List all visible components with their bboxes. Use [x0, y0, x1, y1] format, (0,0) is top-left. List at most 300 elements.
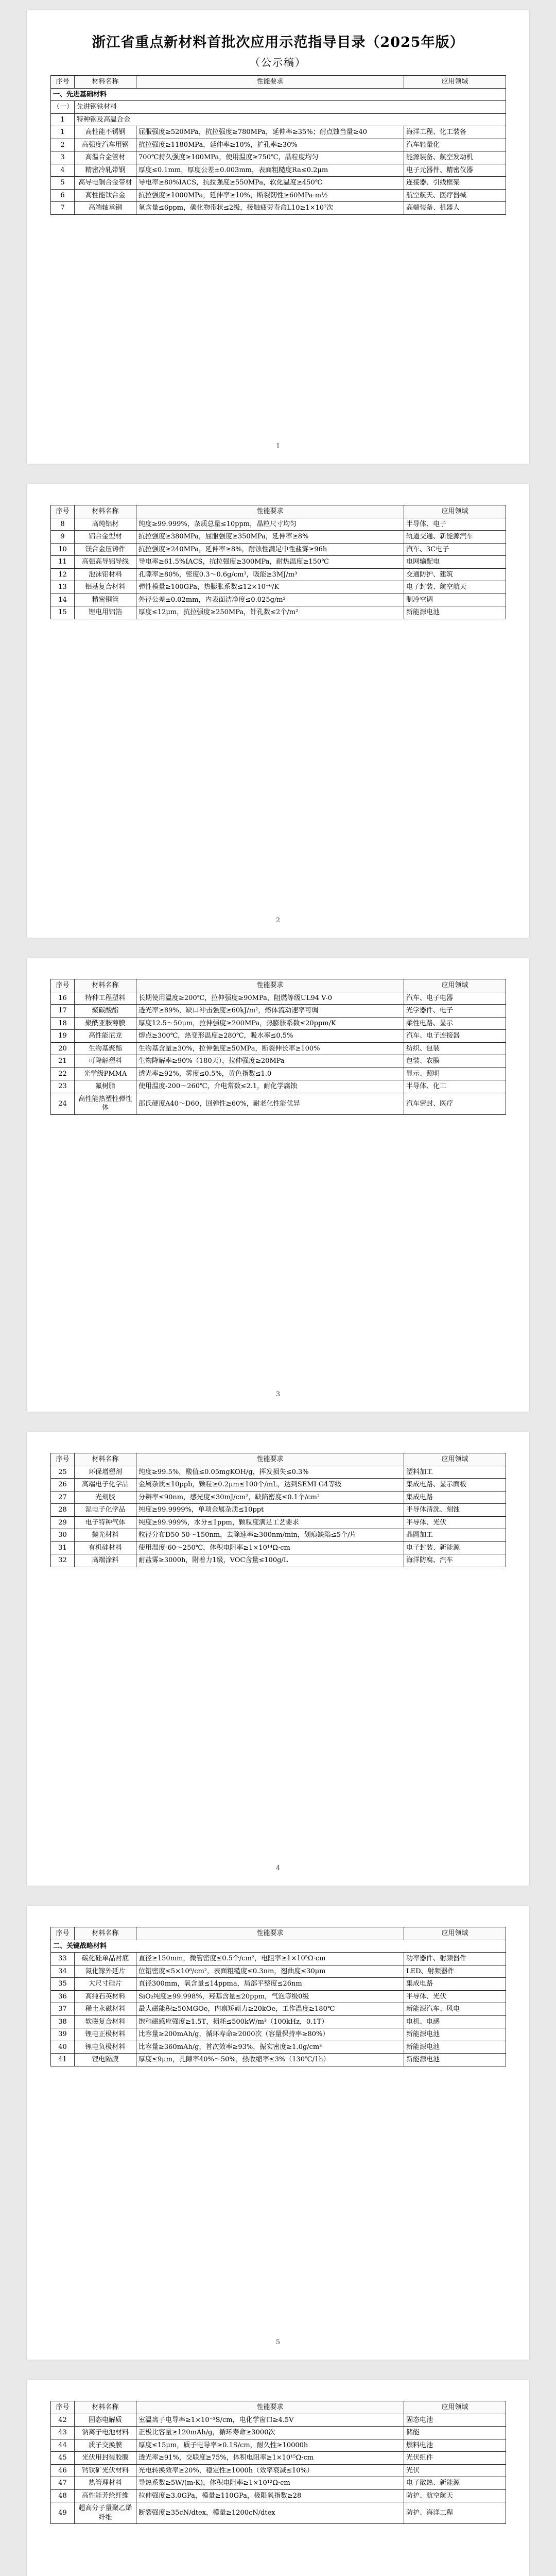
cell-number: 16: [51, 992, 75, 1005]
cell-material-name: 聚酰亚胺薄膜: [75, 1017, 136, 1030]
cell-application: 纺织、包装: [404, 1042, 506, 1055]
cell-specification: 透光率≥91%，交联度≥75%，体积电阻率≥1×10¹⁵Ω·cm: [136, 2452, 404, 2465]
table-row: [51, 2464, 506, 2477]
cell-number: 21: [51, 1055, 75, 1068]
cell-material-name: 泡沫铝材料: [75, 568, 136, 581]
section-heading: 二、关键战略材料: [51, 1940, 506, 1953]
table-row: [51, 992, 506, 1005]
cell-specification: 屈服强度≥520MPa，抗拉强度≥780MPa，延伸率≥35%；耐点蚀当量≥40: [136, 126, 404, 139]
cell-application: 塑料加工: [404, 1466, 506, 1479]
cell-specification: 透光率≥89%，缺口冲击强度≥60kJ/m²，熔体流动速率可调: [136, 1005, 404, 1018]
catalog-table: [50, 75, 506, 215]
cell-material-name: 聚碳酸酯: [75, 1005, 136, 1018]
cell-number: 38: [51, 2015, 75, 2028]
table-row: [51, 1491, 506, 1504]
table-row: [51, 139, 506, 151]
cell-material-name: 高性能尼龙: [75, 1030, 136, 1043]
cell-application: 光学器件、电子: [404, 1005, 506, 1018]
cell-material-name: 锂电负极材料: [75, 2041, 136, 2054]
table-header-row: [51, 1453, 506, 1466]
header-app: 应用领域: [404, 979, 506, 992]
table-row: [51, 1042, 506, 1055]
header-app: 应用领域: [404, 1927, 506, 1940]
cell-specification: 室温离子电导率≥1×10⁻³S/cm，电化学窗口≥4.5V: [136, 2414, 404, 2427]
table-row: [51, 126, 506, 139]
document-page-5: [27, 1906, 529, 2360]
header-spec: 性能要求: [136, 505, 404, 518]
cell-material-name: 稀土永磁材料: [75, 2003, 136, 2016]
subsection-number: （一）: [51, 101, 75, 114]
cell-number: 39: [51, 2028, 75, 2041]
cell-material-name: 大尺寸硅片: [75, 1978, 136, 1991]
cell-number: 4: [51, 164, 75, 177]
cell-number: 48: [51, 2489, 75, 2502]
cell-application: 新能源电池: [404, 2041, 506, 2054]
table-row: [51, 581, 506, 594]
table-header-row: [51, 1927, 506, 1940]
table-row: [51, 594, 506, 606]
header-no: 序号: [51, 979, 75, 992]
cell-specification: 厚度≤15μm，质子电导率≥0.1S/cm，耐久性≥10000h: [136, 2439, 404, 2452]
cell-number: 7: [51, 202, 75, 215]
document-subtitle: （公示稿）: [250, 56, 306, 69]
cell-specification: 厚度12.5～50μm，拉伸强度≥200MPa，热膨胀系数≤20ppm/K: [136, 1017, 404, 1030]
cell-number: 22: [51, 1067, 75, 1080]
table-row: [51, 1466, 506, 1479]
table-row: [51, 2015, 506, 2028]
cell-specification: 厚度≤9μm，孔隙率40%～50%，热收缩率≤3%（130℃/1h）: [136, 2054, 404, 2066]
cell-specification: 700℃持久强度≥100MPa，使用温度≥750℃，晶粒度均匀: [136, 151, 404, 164]
cell-application: 电子封装、新能源: [404, 1541, 506, 1554]
cell-application: 电子元器件、精密仪器: [404, 164, 506, 177]
table-row: [51, 189, 506, 202]
cell-material-name: 抛光材料: [75, 1529, 136, 1542]
cell-application: 汽车轻量化: [404, 139, 506, 151]
cell-number: 34: [51, 1965, 75, 1978]
page-content: [50, 1927, 506, 2066]
cell-specification: 比容量≥200mAh/g，循环寿命≥2000次（容量保持率≥80%）: [136, 2028, 404, 2041]
cell-number: 44: [51, 2439, 75, 2452]
header-spec: 性能要求: [136, 1927, 404, 1940]
table-row: [51, 1504, 506, 1517]
header-name: 材料名称: [75, 2401, 136, 2414]
header-app: 应用领域: [404, 505, 506, 518]
table-row: [51, 1554, 506, 1567]
cell-material-name: 氟树脂: [75, 1080, 136, 1093]
cell-number: 23: [51, 1080, 75, 1093]
cell-application: 柔性电路、显示: [404, 1017, 506, 1030]
table-row: [51, 2502, 506, 2524]
page-number: 4: [275, 1865, 281, 1872]
cell-number: 8: [51, 518, 75, 531]
cell-application: LED、射频器件: [404, 1965, 506, 1978]
page-content: [50, 1453, 506, 1567]
cell-application: 集成电路、显示面板: [404, 1479, 506, 1492]
cell-number: 18: [51, 1017, 75, 1030]
cell-specification: 透光率≥92%，雾度≤0.5%，黄色指数≤1.0: [136, 1067, 404, 1080]
cell-number: 28: [51, 1504, 75, 1517]
table-row: [51, 2414, 506, 2427]
table-row: [51, 1953, 506, 1965]
cell-specification: 最大磁能积≥50MGOe，内禀矫顽力≥20kOe，工作温度≥180℃: [136, 2003, 404, 2016]
cell-material-name: 高性能钛合金: [75, 189, 136, 202]
table-body: [51, 518, 506, 619]
cell-number: 13: [51, 581, 75, 594]
header-spec: 性能要求: [136, 979, 404, 992]
cell-material-name: 锂电用铝箔: [75, 606, 136, 619]
cell-specification: 正极比容量≥120mAh/g，循环寿命≥3000次: [136, 2427, 404, 2439]
cell-application: 制冷空调: [404, 594, 506, 606]
document-page-3: [27, 958, 529, 1412]
table-header-row: [51, 505, 506, 518]
header-name: 材料名称: [75, 1453, 136, 1466]
cell-number: 30: [51, 1529, 75, 1542]
cell-application: 半导体、化工: [404, 1080, 506, 1093]
cell-specification: 纯度≥99.5%，酸值≤0.05mgKOH/g，挥发损失≤0.3%: [136, 1466, 404, 1479]
cell-number: 17: [51, 1005, 75, 1018]
table-row: [51, 2452, 506, 2465]
cell-number: 9: [51, 531, 75, 544]
table-body: [51, 992, 506, 1114]
document-page-1: [27, 10, 529, 464]
cell-specification: 分辨率≤90nm，感光度≤30mJ/cm²，缺陷密度≤0.1个/cm²: [136, 1491, 404, 1504]
cell-application: 汽车、3C电子: [404, 543, 506, 556]
cell-application: 显示、照明: [404, 1067, 506, 1080]
page-content: [50, 505, 506, 619]
cell-material-name: 光伏用封装胶膜: [75, 2452, 136, 2465]
cell-number: 15: [51, 606, 75, 619]
cell-material-name: 固态电解质: [75, 2414, 136, 2427]
cell-specification: 氧含量≤6ppm，碳化物带状≤2级，接触疲劳寿命L10≥1×10⁷次: [136, 202, 404, 215]
cell-specification: 外径公差±0.02mm，内表面洁净度≤0.025g/m²: [136, 594, 404, 606]
cell-application: 新能源电池: [404, 2054, 506, 2066]
table-row: [51, 2028, 506, 2041]
cell-material-name: 特种工程塑料: [75, 992, 136, 1005]
cell-material-name: 镁合金压铸件: [75, 543, 136, 556]
cell-material-name: 高端涂料: [75, 1554, 136, 1567]
cell-material-name: 高性能芳纶纤维: [75, 2489, 136, 2502]
cell-number: 26: [51, 1479, 75, 1492]
table-row: [51, 2054, 506, 2066]
cell-application: 固态电池: [404, 2414, 506, 2427]
cell-specification: 纯度≥99.999%，水分≤1ppm，颗粒度满足工艺要求: [136, 1516, 404, 1529]
cell-material-name: 碳化硅单晶衬底: [75, 1953, 136, 1965]
cell-material-name: 高温合金管材: [75, 151, 136, 164]
cell-specification: 断裂强度≥35cN/dtex，模量≥1200cN/dtex: [136, 2502, 404, 2524]
table-body: [51, 2414, 506, 2524]
header-no: 序号: [51, 2401, 75, 2414]
cell-specification: 饱和磁感应强度≥1.5T，损耗≤500kW/m³（100kHz，0.1T）: [136, 2015, 404, 2028]
table-row: [51, 2041, 506, 2054]
cell-number: 31: [51, 1541, 75, 1554]
table-row: [51, 2427, 506, 2439]
table-row: [51, 1965, 506, 1978]
cell-application: 集成电路: [404, 1491, 506, 1504]
table-row: [51, 1080, 506, 1093]
section-row: [51, 88, 506, 101]
header-no: 序号: [51, 505, 75, 518]
catalog-table: [50, 2401, 506, 2524]
cell-application: 新能源电池: [404, 606, 506, 619]
cell-number: 20: [51, 1042, 75, 1055]
catalog-table: [50, 979, 506, 1115]
document-title: 浙江省重点新材料首批次应用示范指导目录（2025年版）: [92, 35, 464, 50]
table-header-row: [51, 76, 506, 89]
table-row: [51, 1541, 506, 1554]
cell-number: 43: [51, 2427, 75, 2439]
document-page-4: [27, 1432, 529, 1886]
header-app: 应用领域: [404, 1453, 506, 1466]
cell-specification: 位错密度≤5×10⁸/cm²，表面粗糙度≤0.3nm，翘曲度≤30μm: [136, 1965, 404, 1978]
cell-number: 2: [51, 139, 75, 151]
cell-number: 14: [51, 594, 75, 606]
header-name: 材料名称: [75, 1927, 136, 1940]
cell-application: 半导体清洗、刻蚀: [404, 1504, 506, 1517]
cell-material-name: 锂电隔膜: [75, 2054, 136, 2066]
cell-specification: 熔点≥300℃，热变形温度≥280℃，吸水率≤0.5%: [136, 1030, 404, 1043]
document-page-6: [27, 2380, 529, 2576]
cell-specification: 耐盐雾≥3000h，附着力1级，VOC含量≤100g/L: [136, 1554, 404, 1567]
cell-application: 半导体、电子: [404, 518, 506, 531]
page-number: 5: [275, 2338, 281, 2346]
header-no: 序号: [51, 1453, 75, 1466]
table-row: [51, 531, 506, 544]
section-row: [51, 1940, 506, 1953]
table-row: [51, 1030, 506, 1043]
cell-specification: 抗拉强度≥1000MPa，延伸率≥10%，断裂韧性≥60MPa·m½: [136, 189, 404, 202]
cell-material-name: 湿电子化学品: [75, 1504, 136, 1517]
page-content: [50, 2401, 506, 2524]
cell-material-name: 高性能热塑性弹性体: [75, 1093, 136, 1114]
cell-application: 电子封装、航空航天: [404, 581, 506, 594]
cell-specification: 使用温度-60～250℃，体积电阻率≥1×10¹⁴Ω·cm: [136, 1541, 404, 1554]
cell-specification: 光电转换效率≥20%，稳定性≥1000h（效率衰减≤10%）: [136, 2464, 404, 2477]
cell-specification: 直径≥150mm，微管密度≤0.5个/cm²，电阻率≥1×10⁵Ω·cm: [136, 1953, 404, 1965]
cell-application: 航空航天、医疗器械: [404, 189, 506, 202]
header-spec: 性能要求: [136, 76, 404, 89]
page-number: 1: [275, 443, 281, 450]
header-app: 应用领域: [404, 2401, 506, 2414]
table-row: [51, 2003, 506, 2016]
cell-number: 33: [51, 1953, 75, 1965]
cell-specification: 比容量≥360mAh/g，首次效率≥93%，振实密度≥1.0g/cm³: [136, 2041, 404, 2054]
cell-application: 电机、电感: [404, 2015, 506, 2028]
cell-number: 36: [51, 1990, 75, 2003]
cell-specification: SiO₂纯度≥99.998%，羟基含量≤20ppm，气泡等级0级: [136, 1990, 404, 2003]
cell-material-name: 热管理材料: [75, 2477, 136, 2490]
cell-specification: 抗拉强度≥380MPa，屈服强度≥350MPa，延伸率≥8%: [136, 531, 404, 544]
header-no: 序号: [51, 76, 75, 89]
cell-material-name: 氮化镓外延片: [75, 1965, 136, 1978]
cell-material-name: 高强度汽车用钢: [75, 139, 136, 151]
subsection-heading: 特种钢及高温合金: [75, 113, 506, 126]
cell-material-name: 铝基复合材料: [75, 581, 136, 594]
cell-material-name: 环保增塑剂: [75, 1466, 136, 1479]
table-row: [51, 1516, 506, 1529]
table-row: [51, 543, 506, 556]
cell-material-name: 软磁复合材料: [75, 2015, 136, 2028]
cell-number: 29: [51, 1516, 75, 1529]
cell-number: 27: [51, 1491, 75, 1504]
cell-specification: 厚度≤0.1mm，厚度公差±0.003mm，表面粗糙度Ra≤0.2μm: [136, 164, 404, 177]
cell-application: 半导体、光伏: [404, 1990, 506, 2003]
table-row: [51, 2489, 506, 2502]
cell-specification: 生物降解率≥90%（180天），拉伸强度≥20MPa: [136, 1055, 404, 1068]
table-row: [51, 1990, 506, 2003]
cell-number: 41: [51, 2054, 75, 2066]
cell-number: 47: [51, 2477, 75, 2490]
page-content: [50, 979, 506, 1115]
table-row: [51, 1978, 506, 1991]
header-no: 序号: [51, 1927, 75, 1940]
cell-application: 海洋防腐、汽车: [404, 1554, 506, 1567]
table-header-row: [51, 979, 506, 992]
cell-number: 5: [51, 177, 75, 190]
table-row: [51, 177, 506, 190]
cell-number: 40: [51, 2041, 75, 2054]
cell-specification: 纯度≥99.9999%，单项金属杂质≤10ppt: [136, 1504, 404, 1517]
page-content: [50, 31, 506, 215]
cell-specification: 抗拉强度≥240MPa，延伸率≥8%，耐蚀性满足中性盐雾≥96h: [136, 543, 404, 556]
cell-application: 光伏组件: [404, 2452, 506, 2465]
cell-material-name: 锂电正极材料: [75, 2028, 136, 2041]
cell-material-name: 高强高导铝导线: [75, 556, 136, 569]
cell-application: 晶圆加工: [404, 1529, 506, 1542]
table-row: [51, 202, 506, 215]
cell-specification: 厚度≤12μm，抗拉强度≥250MPa，针孔数≤2个/m²: [136, 606, 404, 619]
cell-number: 37: [51, 2003, 75, 2016]
cell-specification: 导电率≥61.5%IACS，抗拉强度≥300MPa，耐热温度≥150℃: [136, 556, 404, 569]
cell-number: 12: [51, 568, 75, 581]
cell-material-name: 高纯铝材: [75, 518, 136, 531]
cell-number: 24: [51, 1093, 75, 1114]
cell-number: 11: [51, 556, 75, 569]
cell-application: 防护、航空航天: [404, 2489, 506, 2502]
cell-application: 电网输配电: [404, 556, 506, 569]
header-app: 应用领域: [404, 76, 506, 89]
cell-material-name: 钙钛矿光伏材料: [75, 2464, 136, 2477]
cell-specification: 弹性模量≥100GPa，热膨胀系数≤12×10⁻⁶/K: [136, 581, 404, 594]
table-body: [51, 1940, 506, 2066]
table-row: [51, 1093, 506, 1114]
cell-application: 半导体、光伏: [404, 1516, 506, 1529]
header-spec: 性能要求: [136, 2401, 404, 2414]
cell-application: 汽车、电子连接器: [404, 1030, 506, 1043]
cell-application: 汽车密封、医疗: [404, 1093, 506, 1114]
cell-material-name: 电子特种气体: [75, 1516, 136, 1529]
cell-material-name: 钠离子电池材料: [75, 2427, 136, 2439]
cell-number: 46: [51, 2464, 75, 2477]
cell-material-name: 高端电子化学品: [75, 1479, 136, 1492]
cell-material-name: 生物基聚酯: [75, 1042, 136, 1055]
cell-application: 新能源电池: [404, 2028, 506, 2041]
cell-specification: 纯度≥99.999%，杂质总量≤10ppm，晶粒尺寸均匀: [136, 518, 404, 531]
cell-specification: 直径300mm，氧含量≤14ppma，局部平整度≤26nm: [136, 1978, 404, 1991]
cell-specification: 导电率≥80%IACS，抗拉强度≥550MPa，软化温度≥450℃: [136, 177, 404, 190]
catalog-table: [50, 1927, 506, 2066]
cell-specification: 孔隙率≥80%，密度0.3～0.6g/cm³，吸能≥3MJ/m³: [136, 568, 404, 581]
cell-material-name: 高性能不锈钢: [75, 126, 136, 139]
cell-application: 能源装备、航空发动机: [404, 151, 506, 164]
subsection-row: [51, 113, 506, 126]
cell-material-name: 超高分子量聚乙烯纤维: [75, 2502, 136, 2524]
cell-specification: 生物基含量≥30%，拉伸强度≥50MPa，断裂伸长率≥100%: [136, 1042, 404, 1055]
page-number: 3: [275, 1391, 281, 1398]
cell-application: 燃料电池: [404, 2439, 506, 2452]
cell-material-name: 铝合金型材: [75, 531, 136, 544]
cell-application: 海洋工程、化工装备: [404, 126, 506, 139]
cell-application: 电子散热、新能源: [404, 2477, 506, 2490]
table-row: [51, 1055, 506, 1068]
table-row: [51, 1005, 506, 1018]
catalog-table: [50, 1453, 506, 1567]
cell-number: 45: [51, 2452, 75, 2465]
cell-application: 连接器、引线框架: [404, 177, 506, 190]
cell-application: 交通防护、建筑: [404, 568, 506, 581]
cell-application: 集成电路: [404, 1978, 506, 1991]
header-name: 材料名称: [75, 76, 136, 89]
table-row: [51, 1479, 506, 1492]
cell-specification: 导热系数≥5W/(m·K)，体积电阻率≥1×10¹²Ω·cm: [136, 2477, 404, 2490]
cell-material-name: 高纯石英材料: [75, 1990, 136, 2003]
cell-application: 轨道交通、新能源汽车: [404, 531, 506, 544]
cell-number: 35: [51, 1978, 75, 1991]
cell-specification: 使用温度-200～260℃，介电常数≤2.1，耐化学腐蚀: [136, 1080, 404, 1093]
section-heading: 一、先进基础材料: [51, 88, 506, 101]
cell-application: 高端装备、机器人: [404, 202, 506, 215]
cell-number: 32: [51, 1554, 75, 1567]
cell-application: 汽车、电子电器: [404, 992, 506, 1005]
cell-number: 42: [51, 2414, 75, 2427]
cell-number: 1: [51, 126, 75, 139]
cell-material-name: 精密铜管: [75, 594, 136, 606]
table-row: [51, 606, 506, 619]
table-row: [51, 164, 506, 177]
cell-specification: 拉伸强度≥3.0GPa，模量≥110GPa，极限氧指数≥28: [136, 2489, 404, 2502]
cell-number: 3: [51, 151, 75, 164]
table-row: [51, 568, 506, 581]
table-row: [51, 2477, 506, 2490]
cell-material-name: 质子交换膜: [75, 2439, 136, 2452]
cell-specification: 抗拉强度≥1180MPa，延伸率≥10%，扩孔率≥30%: [136, 139, 404, 151]
page-number: 2: [275, 917, 281, 924]
table-row: [51, 151, 506, 164]
cell-material-name: 可降解塑料: [75, 1055, 136, 1068]
header-name: 材料名称: [75, 979, 136, 992]
cell-material-name: 光学级PMMA: [75, 1067, 136, 1080]
cell-application: 储能: [404, 2427, 506, 2439]
subsection-heading: 先进钢铁材料: [75, 101, 506, 114]
cell-number: 25: [51, 1466, 75, 1479]
cell-application: 新能源汽车、风电: [404, 2003, 506, 2016]
table-row: [51, 2439, 506, 2452]
cell-application: 光伏: [404, 2464, 506, 2477]
cell-material-name: 精密冷轧带钢: [75, 164, 136, 177]
cell-material-name: 高端轴承钢: [75, 202, 136, 215]
cell-specification: 金属杂质≤10ppb，颗粒≥0.2μm≤100个/mL，达到SEMI G4等级: [136, 1479, 404, 1492]
cell-material-name: 有机硅材料: [75, 1541, 136, 1554]
cell-material-name: 光刻胶: [75, 1491, 136, 1504]
cell-number: 10: [51, 543, 75, 556]
header-name: 材料名称: [75, 505, 136, 518]
cell-number: 19: [51, 1030, 75, 1043]
cell-number: 49: [51, 2502, 75, 2524]
table-row: [51, 518, 506, 531]
table-body: [51, 1466, 506, 1567]
cell-application: 功率器件、射频器件: [404, 1953, 506, 1965]
cell-material-name: 高导电铜合金带材: [75, 177, 136, 190]
cell-specification: 邵氏硬度A40～D60，回弹性≥60%，耐老化性能优异: [136, 1093, 404, 1114]
